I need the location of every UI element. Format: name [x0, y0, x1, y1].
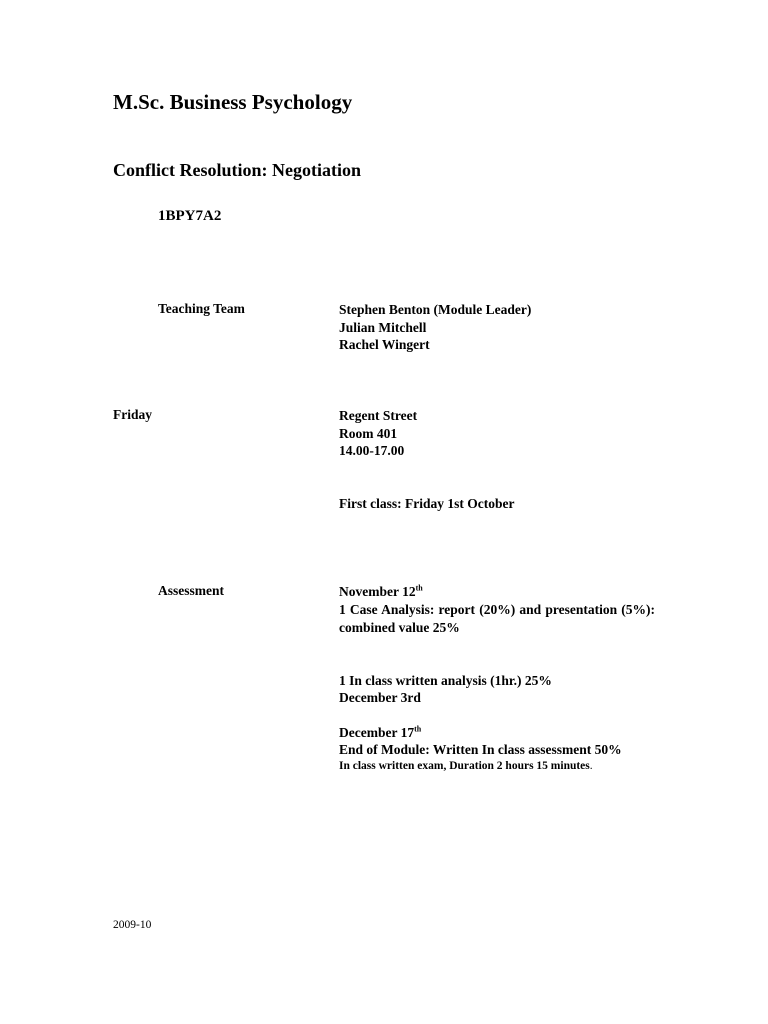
teaching-team-member: Rachel Wingert [339, 337, 430, 352]
assessment-3-description: End of Module: Written In class assessment 50% [339, 742, 622, 757]
ordinal-suffix: th [414, 724, 422, 734]
teaching-team-label: Teaching Team [158, 301, 245, 316]
assessment-2-description: 1 In class written analysis (1hr.) 25% [339, 673, 552, 688]
class-time: 14.00-17.00 [339, 443, 405, 458]
ordinal-suffix: th [415, 583, 423, 593]
first-class: First class: Friday 1st October [339, 496, 515, 511]
assessment-1-date [339, 583, 423, 601]
location: Regent Street [339, 408, 418, 423]
footer-year: 2009-10 [113, 919, 152, 931]
room: Room 401 [339, 425, 398, 441]
module-code: 1BPY7A2 [158, 208, 222, 224]
assessment-label: Assessment [158, 583, 224, 598]
assessment-1-description: 1 Case Analysis: report (20%) and presentation (5%): combined value 25% [339, 602, 655, 635]
assessment-3-note [339, 760, 593, 772]
module-title: Conflict Resolution: Negotiation [113, 160, 361, 180]
assessment-3-note-text: In class written exam, Duration 2 hours 15 minutes [339, 760, 590, 772]
assessment-2-date: December 3rd [339, 690, 421, 705]
assessment-1-date-text: November 12 [339, 584, 416, 599]
assessment-3-date-text: December 17 [339, 725, 415, 740]
schedule-details [339, 407, 417, 460]
document-title: M.Sc. Business Psychology [113, 90, 353, 114]
teaching-team-member: Stephen Benton (Module Leader) [339, 302, 532, 317]
teaching-team-member: Julian Mitchell [339, 319, 427, 335]
assessment-3-date [339, 724, 421, 742]
assessment-3-note-period: . [589, 760, 593, 772]
teaching-team-list [339, 301, 531, 354]
day-label: Friday [113, 407, 152, 422]
